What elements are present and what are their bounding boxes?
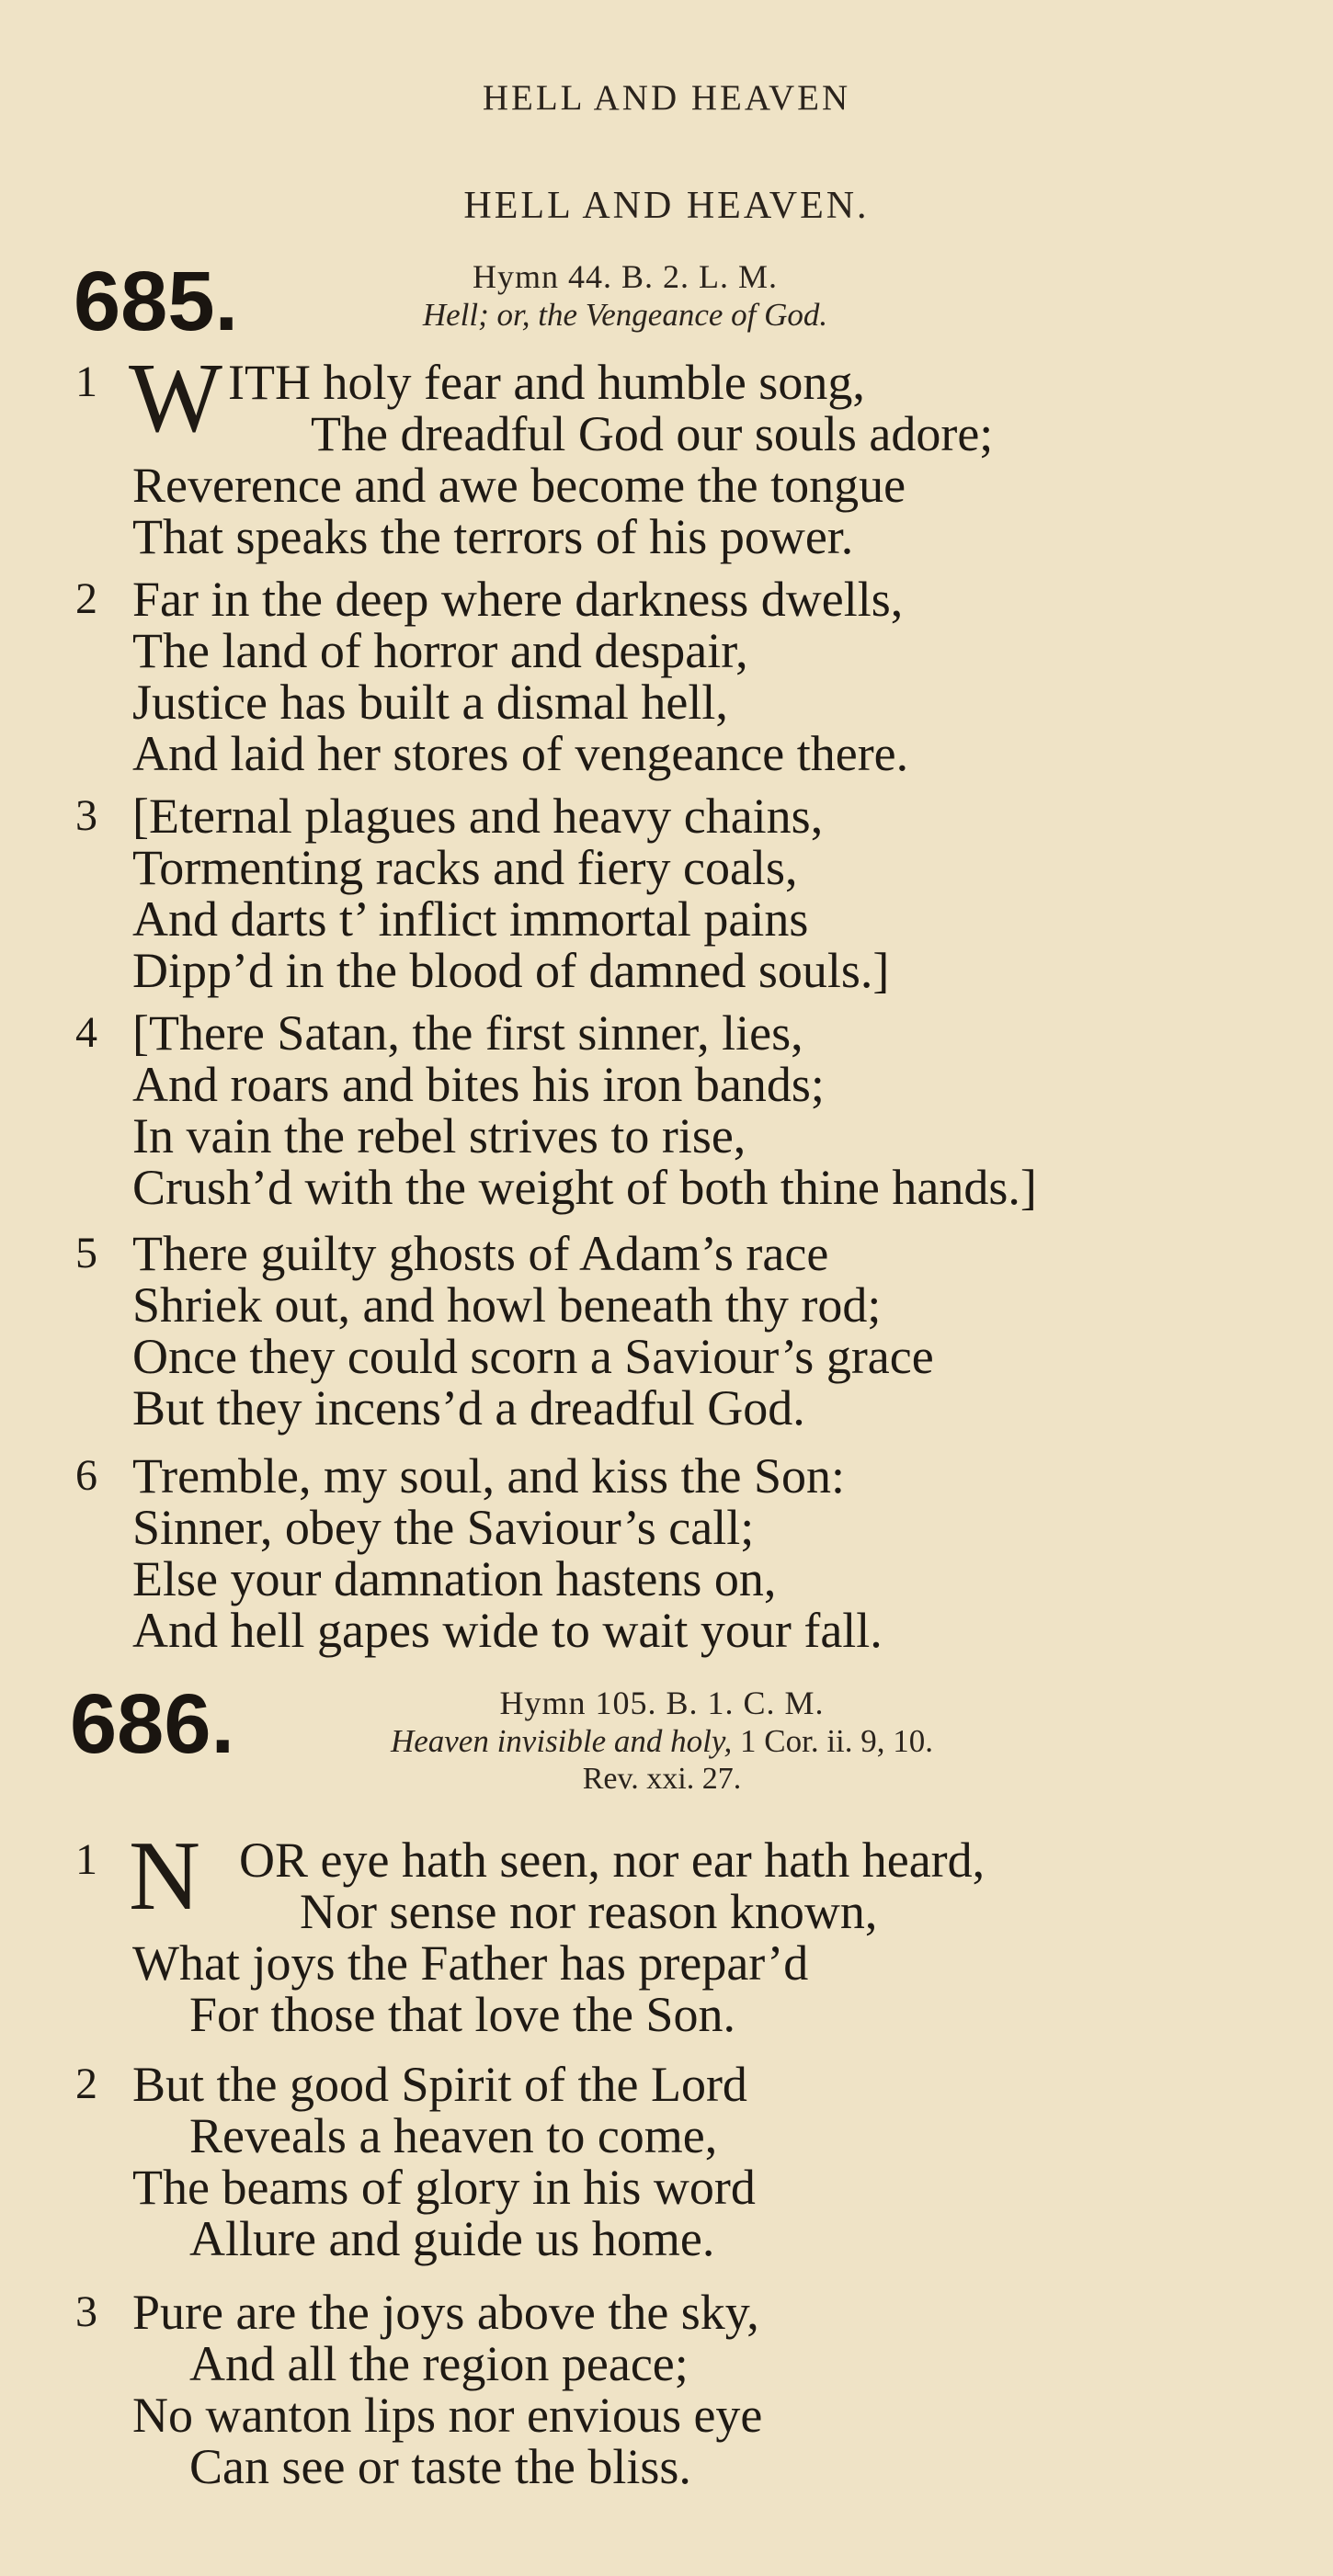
verse-line: No wanton lips nor envious eye <box>132 2388 763 2443</box>
verse-line: Crush’d with the weight of both thine hands.] <box>132 1160 1037 1215</box>
verse-line: The land of horror and despair, <box>132 623 748 678</box>
verse-line: Pure are the joys above the sky, <box>132 2285 759 2340</box>
verse-line: Dipp’d in the blood of damned souls.] <box>132 943 890 998</box>
verse-line: [There Satan, the first sinner, lies, <box>132 1005 803 1061</box>
verse-line: Reveals a heaven to come, <box>189 2108 718 2163</box>
hymn-number: 686. <box>70 1677 235 1771</box>
stanza-number: 1 <box>75 1835 97 1884</box>
verse-line: Else your damnation hastens on, <box>132 1551 777 1606</box>
running-head: HELL AND HEAVEN <box>482 78 851 118</box>
verse-line: [Eternal plagues and heavy chains, <box>132 789 824 844</box>
verse-line: But the good Spirit of the Lord <box>132 2057 747 2112</box>
hymn-number: 685. <box>74 255 239 348</box>
stanza-number: 2 <box>75 2060 97 2108</box>
verse-line: And hell gapes wide to wait your fall. <box>132 1603 883 1658</box>
stanza-number: 2 <box>75 574 97 623</box>
stanza-number: 5 <box>75 1229 97 1277</box>
verse-line: Sinner, obey the Saviour’s call; <box>132 1500 755 1555</box>
verse-line: ITH holy fear and humble song, <box>228 355 865 410</box>
verse-line: OR eye hath seen, nor ear hath heard, <box>239 1833 986 1888</box>
verse-line: And laid her stores of vengeance there. <box>132 726 909 781</box>
verse-line: Shriek out, and howl beneath thy rod; <box>132 1277 882 1333</box>
verse-line: Far in the deep where darkness dwells, <box>132 572 904 627</box>
hymn-meta <box>303 257 947 335</box>
drop-cap: N <box>129 1821 200 1931</box>
verse-line: The beams of glory in his word <box>132 2160 756 2215</box>
drop-cap: W <box>129 344 222 453</box>
verse-line: That speaks the terrors of his power. <box>132 509 854 564</box>
verse-line: Tormenting racks and fiery coals, <box>132 840 798 895</box>
verse-line: And roars and bites his iron bands; <box>132 1057 825 1112</box>
verse-line: Can see or taste the bliss. <box>189 2439 691 2494</box>
verse-line: Justice has built a dismal hell, <box>132 675 728 730</box>
verse-line: Allure and guide us home. <box>189 2211 715 2266</box>
hymn-subtitle-text: Heaven invisible and holy, <box>390 1723 733 1759</box>
stanza-number: 6 <box>75 1451 97 1500</box>
verse-line: And all the region peace; <box>189 2336 689 2391</box>
scripture-reference-2: Rev. xxi. 27. <box>582 1762 742 1796</box>
hymn-meta <box>276 1684 1048 1798</box>
section-title: HELL AND HEAVEN. <box>463 185 870 227</box>
scripture-reference: 1 Cor. ii. 9, 10. <box>740 1723 934 1759</box>
stanza-number: 3 <box>75 791 97 840</box>
verse-line: Nor sense nor reason known, <box>300 1884 878 1939</box>
verse-line: The dreadful God our souls adore; <box>311 406 994 461</box>
stanza-number: 4 <box>75 1008 97 1057</box>
stanza-number: 1 <box>75 357 97 406</box>
verse-line: And darts t’ inflict immortal pains <box>132 891 809 947</box>
verse-line: Tremble, my soul, and kiss the Son: <box>132 1448 846 1504</box>
verse-line: There guilty ghosts of Adam’s race <box>132 1226 829 1281</box>
verse-line: Reverence and awe become the tongue <box>132 458 906 513</box>
verse-line: In vain the rebel strives to rise, <box>132 1108 746 1163</box>
verse-line: But they incens’d a dreadful God. <box>132 1380 805 1436</box>
hymn-subtitle <box>276 1722 1048 1761</box>
hymn-meter: Hymn 44. B. 2. L. M. <box>472 258 778 295</box>
verse-line: What joys the Father has prepar’d <box>132 1935 809 1991</box>
stanza-number: 3 <box>75 2287 97 2336</box>
hymn-subtitle: Hell; or, the Vengeance of God. <box>422 297 828 333</box>
verse-line: For those that love the Son. <box>189 1987 735 2042</box>
verse-line: Once they could scorn a Saviour’s grace <box>132 1329 934 1384</box>
hymn-meter: Hymn 105. B. 1. C. M. <box>499 1685 825 1721</box>
